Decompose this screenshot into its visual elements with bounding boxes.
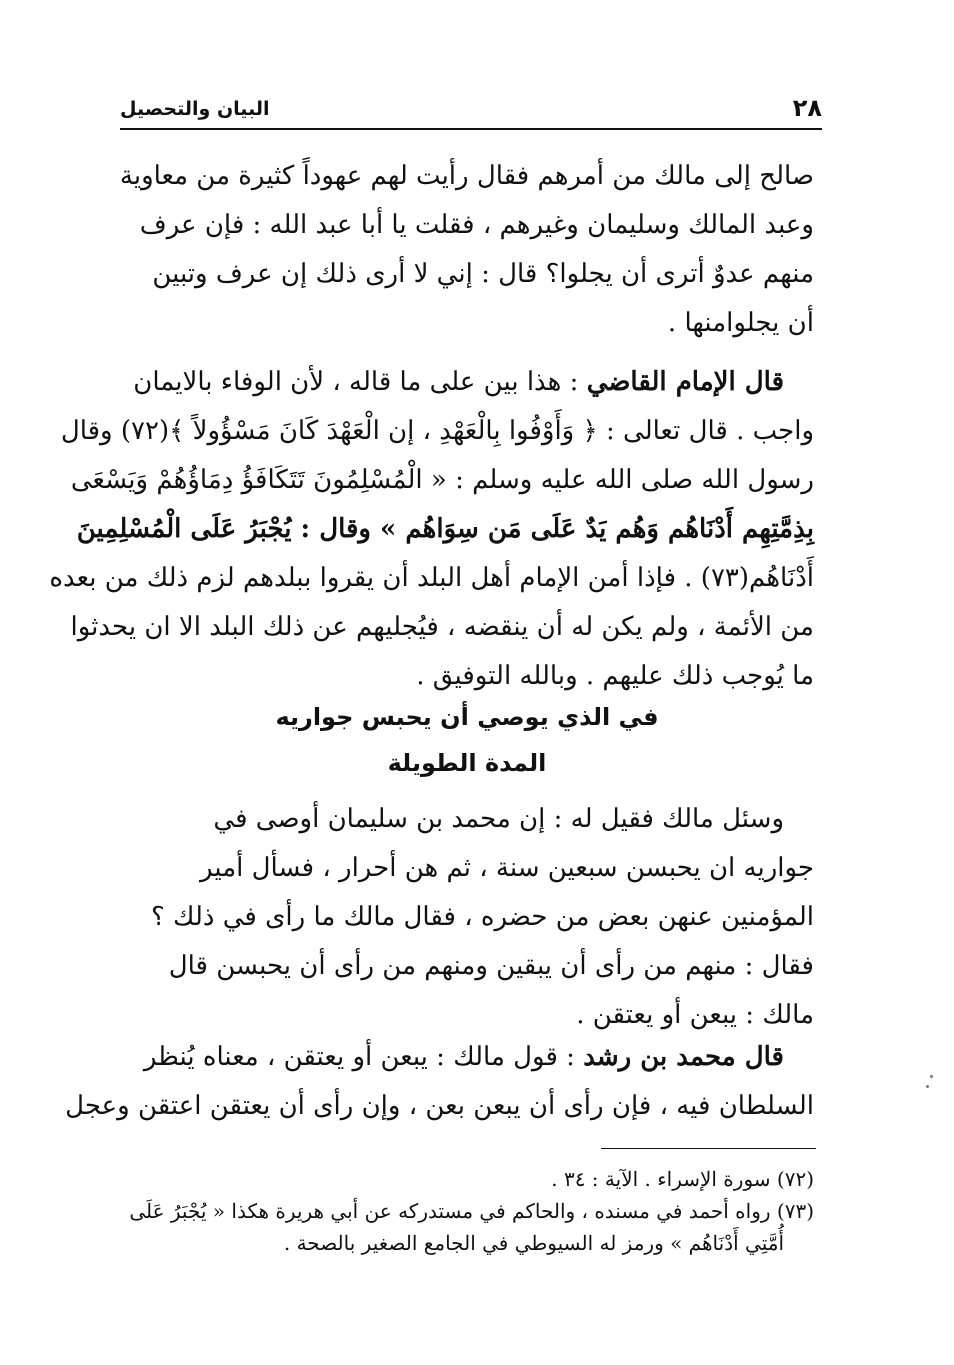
text-line: من الأئمة ، ولم يكن له أن ينقضه ، فيُجليهم عن ذلك البلد الا ان يحدثوا bbox=[70, 612, 814, 642]
footnote-72: (٧٢) سورة الإسراء . الآية : ٣٤ . bbox=[551, 1167, 814, 1191]
text-line: صالح إلى مالك من أمرهم فقال رأيت لهم عهوداً كثيرة من معاوية bbox=[119, 161, 814, 191]
paragraph-qadi bbox=[49, 358, 814, 701]
speaker-label: قال محمد بن رشد bbox=[583, 1042, 784, 1072]
text-line: ما يُوجب ذلك عليهم . وبالله التوفيق . bbox=[416, 661, 814, 691]
text-line bbox=[120, 1033, 814, 1082]
footnotes bbox=[120, 1163, 814, 1259]
paragraph-continuation bbox=[120, 152, 814, 348]
text-line: جواريه ان يحبسن سبعين سنة ، ثم هن أحرار ، فسأل أمير bbox=[200, 853, 814, 883]
running-title: البيان والتحصيل bbox=[120, 98, 270, 120]
footnote-73-continuation: أُمَّتِي أَدْنَاهُم » ورمز له السيوطي في الجامع الصغير بالصحة . bbox=[283, 1231, 784, 1255]
section-heading-line: المدة الطويلة bbox=[387, 749, 547, 777]
text-line: وعبد المالك وسليمان وغيرهم ، فقلت يا أبا عبد الله : فإن عرف bbox=[139, 210, 814, 240]
text-fragment: : قول مالك : يبعن أو يعتقن ، معناه يُنظر bbox=[143, 1042, 584, 1072]
running-header bbox=[120, 92, 822, 130]
text-line bbox=[120, 358, 814, 407]
text-line: بِذِمَّتِهِم أَدْنَاهُم وَهُم يَدٌ عَلَى مَن سِوَاهُم » وقال : يُجْبَرُ عَلَى الْمُسْلِمِينَ bbox=[76, 514, 814, 544]
text-line: المؤمنين عنهن بعض من حضره ، فقال مالك ما رأى في ذلك ؟ bbox=[150, 902, 814, 932]
text-line: فقال : منهم من رأى أن يبقين ومنهم من رأى أن يحبسن قال bbox=[168, 951, 814, 981]
section-heading bbox=[120, 694, 814, 786]
text-line: أَدْنَاهُم(٧٣) . فإذا أمن الإمام أهل البلد أن يقروا ببلدهم لزم ذلك من بعده bbox=[49, 563, 814, 593]
page-number: ٢٨ bbox=[792, 94, 822, 122]
section-heading-line: في الذي يوصي أن يحبس جواريه bbox=[275, 703, 659, 731]
text-line: رسول الله صلى الله عليه وسلم : « الْمُسْلِمُونَ تَتَكَافَؤُ دِمَاؤُهُمْ وَيَسْعَى bbox=[70, 465, 814, 495]
text-fragment: : هذا بين على ما قاله ، لأن الوفاء بالايمان bbox=[133, 367, 587, 397]
speaker-label: قال الإمام القاضي bbox=[586, 367, 784, 397]
paragraph-question bbox=[120, 795, 814, 1040]
text-line: أن يجلوامنها . bbox=[667, 308, 814, 338]
scan-speck bbox=[930, 1075, 933, 1078]
text-line: واجب . قال تعالى : ﴿ وَأَوْفُوا بِالْعَهْدِ ، إن الْعَهْدَ كَانَ مَسْؤُولاً ﴾(٧٢) وقال bbox=[60, 416, 814, 446]
text-line: وسئل مالك فقيل له : إن محمد بن سليمان أوصى في bbox=[213, 804, 784, 834]
footnote-separator bbox=[601, 1148, 816, 1149]
text-line: السلطان فيه ، فإن رأى أن يبعن بعن ، وإن رأى أن يعتقن اعتقن وعجل bbox=[65, 1091, 814, 1121]
text-line: منهم عدوٌ أترى أن يجلوا؟ قال : إني لا أرى ذلك إن عرف وتبين bbox=[152, 259, 814, 289]
text-line: مالك : يبعن أو يعتقن . bbox=[576, 1000, 814, 1030]
scan-speck bbox=[926, 1085, 929, 1088]
paragraph-ibn-rushd bbox=[65, 1033, 814, 1131]
footnote-73: (٧٣) رواه أحمد في مسنده ، والحاكم في مستدركه عن أبي هريرة هكذا « يُجْبَرُ عَلَى bbox=[129, 1199, 814, 1223]
